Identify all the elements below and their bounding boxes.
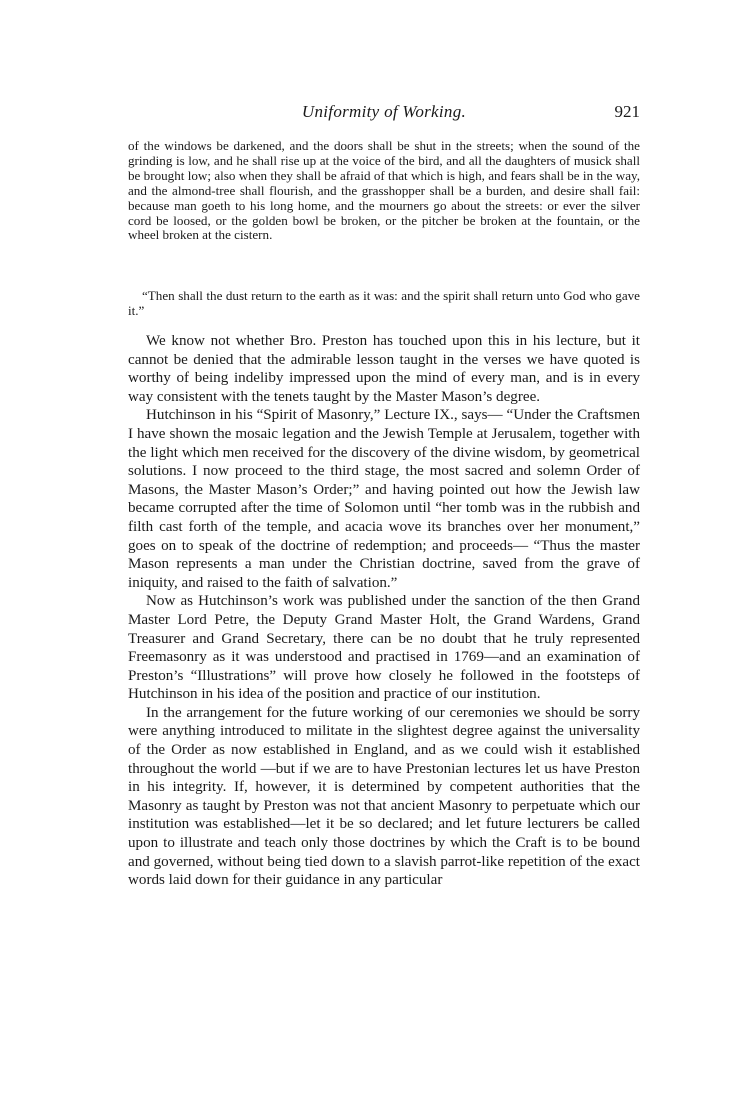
- main-text: [128, 332, 640, 890]
- page-number: 921: [614, 102, 640, 121]
- page-header: [128, 102, 640, 126]
- quote-continuation: of the windows be darkened, and the doors shall be shut in the streets; when the sound of the grinding is low, and he shall rise up at the voice of the bird, and all the daughters of musick shall be brought low; also when they shall be afraid of that which is high, and fears shall be in the way, and the almond-tree shall flourish, and the grasshopper shall be a burden, and desire shall fail: because man goeth to his long home, and the mourners go about the streets: or ever the silver cord be loosed, or the golden bowl be broken, or the pitcher be broken at the fountain, or the wheel broken at the cistern.: [128, 138, 640, 243]
- paragraph-3: Now as Hutchinson’s work was published under the sanction of the then Grand Master Lord Petre, the Deputy Grand Master Holt, the Grand Wardens, Grand Treasurer and Grand Secretary, there can be no doubt that he truly represented Freemasonry as it was understood and practised in 1769—and an examination of Preston’s “Illustrations” will prove how closely he followed in the footsteps of Hutchinson in his idea of the position and practice of our institution.: [128, 593, 640, 703]
- quoted-passage-closing: [128, 289, 640, 319]
- quote-closing: “Then shall the dust return to the earth as it was: and the spirit shall return unto God who gave it.”: [128, 288, 640, 318]
- paragraph-4: In the arrangement for the future working of our ceremonies we should be sorry were anything introduced to militate in the slightest degree against the universality of the Order as now established in England, and as we could wish it established throughout the world —but if we are to have Prestonian lectures let us have Preston in his integrity. If, however, it is determined by competent authorities that the Masonry as taught by Preston was not that ancient Masonry to perpetuate which our institution was established—let it be so declared; and let future lecturers be called upon to illustrate and teach only those doctrines by which the Craft is to be bound and governed, without being tied down to a slavish parrot-like repetition of the exact words laid down for their guidance in any particular: [128, 704, 640, 889]
- paragraph-2: Hutchinson in his “Spirit of Masonry,” Lecture IX., says— “Under the Craftsmen I have shown the mosaic legation and the Jewish Temple at Jerusalem, together with the light which men received for the discovery of the divine wisdom, by geometrical solutions. I now proceed to the third stage, the most sacred and solemn Order of Masons, the Master Mason’s Order;” and having pointed out how the Jewish law became corrupted after the time of Solomon until “her tomb was in the rubbish and filth cast forth of the temple, and acacia wove its branches over her monument,” goes on to speak of the doctrine of redemption; and proceeds— “Thus the master Mason represents a man under the Christian doctrine, saved from the grave of iniquity, and raised to the faith of salvation.”: [128, 407, 640, 591]
- quoted-passage: [128, 139, 640, 243]
- running-title: Uniformity of Working.: [301, 102, 467, 121]
- paragraph-1: We know not whether Bro. Preston has touched upon this in his lecture, but it cannot be denied that the admirable lesson taught in the verses we have quoted is worthy of being indeliby impressed upon the mind of every man, and is in every way consistent with the tenets taught by the Master Mason’s degree.: [128, 333, 640, 405]
